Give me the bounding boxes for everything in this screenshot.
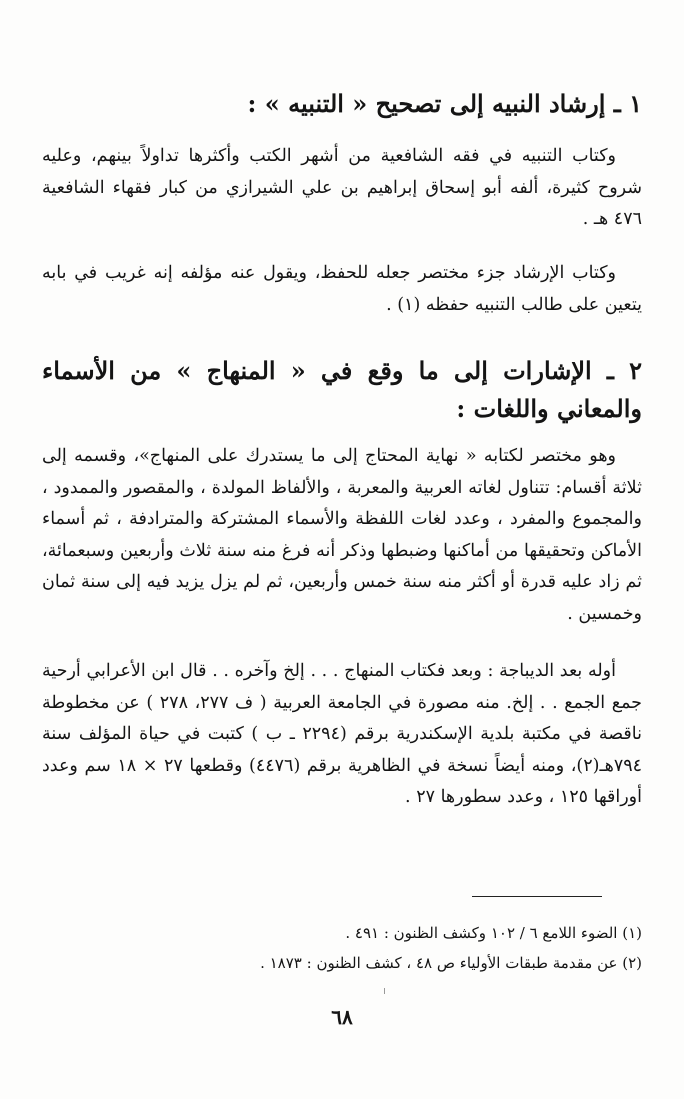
paragraph-text: وكتاب التنبيه في فقه الشافعية من أشهر الكتب وأكثرها تداولاً بينهم، وعليه شروح كثيرة، ألفه أبو إسحاق إبراهيم بن علي الشيرازي من كبار فقهاء الشافعية ٤٧٦ هـ .: [42, 146, 642, 229]
footnote-2: (٢) عن مقدمة طبقات الأولياء ص ٤٨ ، كشف الظنون : ١٨٧٣ .: [260, 954, 642, 972]
section-2-heading: ٢ ـ الإشارات إلى ما وقع في « المنهاج » من الأسماء والمعاني واللغات :: [42, 356, 643, 423]
print-speck: [384, 988, 385, 994]
paragraph-text: وكتاب الإرشاد جزء مختصر جعله للحفظ، ويقول عنه مؤلفه إنه غريب في بابه يتعين على طالب التنبيه حفظه (١) .: [42, 263, 642, 315]
section-1-paragraph-2: [42, 258, 642, 321]
section-1-heading: ١ ـ إرشاد النبيه إلى تصحيح « التنبيه » :: [247, 89, 642, 118]
page-number: ٦٨: [331, 1005, 353, 1029]
footnote-1: (١) الضوء اللامع ٦ / ١٠٢ وكشف الظنون : ٤٩١ .: [345, 924, 642, 942]
section-1-paragraph-1: [42, 141, 642, 236]
section-2-paragraph-2: [42, 656, 642, 814]
paragraph-text: أوله بعد الديباجة : وبعد فكتاب المنهاج . . . إلخ وآخره . . قال ابن الأعرابي أرحية جمع الجمع . . إلخ. منه مصورة في الجامعة العربية ( ف ٢٧٧، ٢٧٨ ) عن مخطوطة ناقصة في مكتبة بلدية الإسكندرية برقم (٢٢٩٤ ـ ب ) كتبت في حياة المؤلف سنة ٧٩٤هـ(٢)، ومنه أيضاً نسخة في الظاهرية برقم (٤٤٧٦) وقطعها ٢٧ × ١٨ سم وعدد أوراقها ١٢٥ ، وعدد سطورها ٢٧ .: [42, 661, 643, 807]
footnote-separator: [472, 896, 602, 897]
section-2-paragraph-1: [42, 441, 642, 630]
paragraph-text: وهو مختصر لكتابه « نهاية المحتاج إلى ما يستدرك على المنهاج»، وقسمه إلى ثلاثة أقسام: تتناول لغاته العربية والمعربة ، والألفاظ المولدة ، والمقصور والممدود ، والمجموع والمفرد ، وعدد لغات اللفظة والأسماء المشتركة والمترادفة ، ثم أسماء الأماكن وتحقيقها من أماكنها وضبطها وذكر أنه فرغ منه سنة ثلاث وأربعين وسبعمائة، ثم زاد عليه قدرة أو أكثر منه سنة خمس وأربعين، ثم لم يزل يزيد فيه إلى سنة ثمان وخمسين .: [42, 446, 642, 624]
footnotes: [42, 918, 642, 978]
